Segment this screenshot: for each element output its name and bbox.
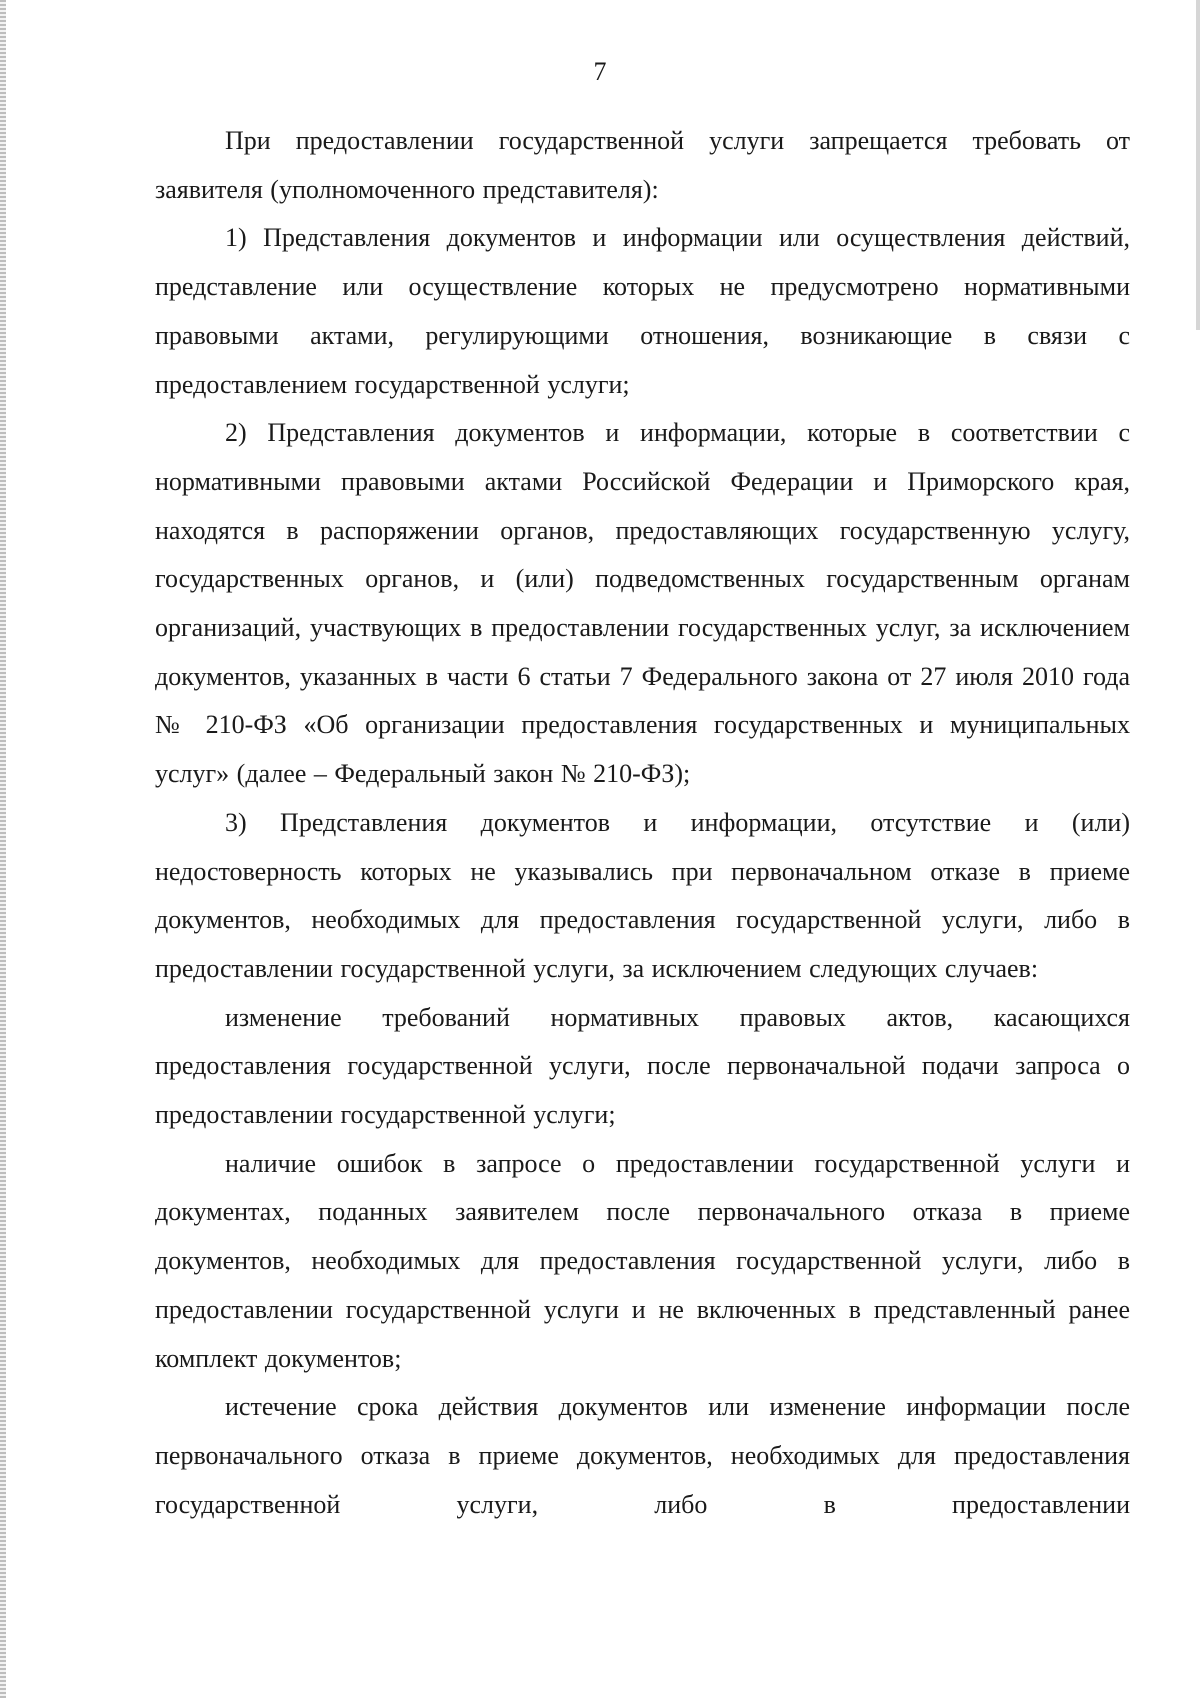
scan-edge-right [1196, 0, 1200, 330]
page-number: 7 [593, 57, 607, 86]
scan-edge-left [0, 0, 6, 1698]
paragraph-case-requirements-change: изменение требований нормативных правовых актов, касающихся предоставления государственной услуги, после первоначальной подачи запроса о предоставлении государственной услуги; [155, 1002, 1130, 1130]
paragraph-item-1: 1) Представления документов и информации или осуществления действий, представление или осуществление которых не предусмотрено нормативными правовыми актами, регулирующими отношения, возникающие в связи с предоставлением государственной услуги; [155, 223, 1130, 399]
paragraph-item-2: 2) Представления документов и информации, которые в соответствии с нормативными правовыми актами Российской Федерации и Приморского края, находятся в распоряжении органов, предоставляющих государственную услугу, государственных органов, и (или) подведомственных государственным органам организаций, участвующих в предоставлении государственных услуг, за исключением документов, указанных в части 6 статьи 7 Федерального закона от 27 июля 2010 года № 210-ФЗ «Об организации предоставления государственных и муниципальных услуг» (далее – Федеральный закон № 210-ФЗ); [155, 418, 1130, 789]
paragraph-item-3: 3) Представления документов и информации, отсутствие и (или) недостоверность которых не указывались при первоначальном отказе в приеме документов, необходимых для предоставления государственной услуги, либо в предоставлении государственной услуги, за исключением следующих случаев: [155, 807, 1130, 983]
document-body [155, 117, 1130, 1529]
paragraph-case-expiry: истечение срока действия документов или изменение информации после первоначального отказа в приеме документов, необходимых для предоставления государственной услуги, либо в предоставлении [155, 1392, 1130, 1519]
paragraph-case-errors: наличие ошибок в запросе о предоставлении государственной услуги и документах, поданных заявителем после первоначального отказа в приеме документов, необходимых для предоставления государственной услуги, либо в предоставлении государственной услуги и не включенных в представленный ранее комплект документов; [155, 1148, 1130, 1373]
paragraph-intro: При предоставлении государственной услуги запрещается требовать от заявителя (уполномоченного представителя): [155, 126, 1130, 204]
